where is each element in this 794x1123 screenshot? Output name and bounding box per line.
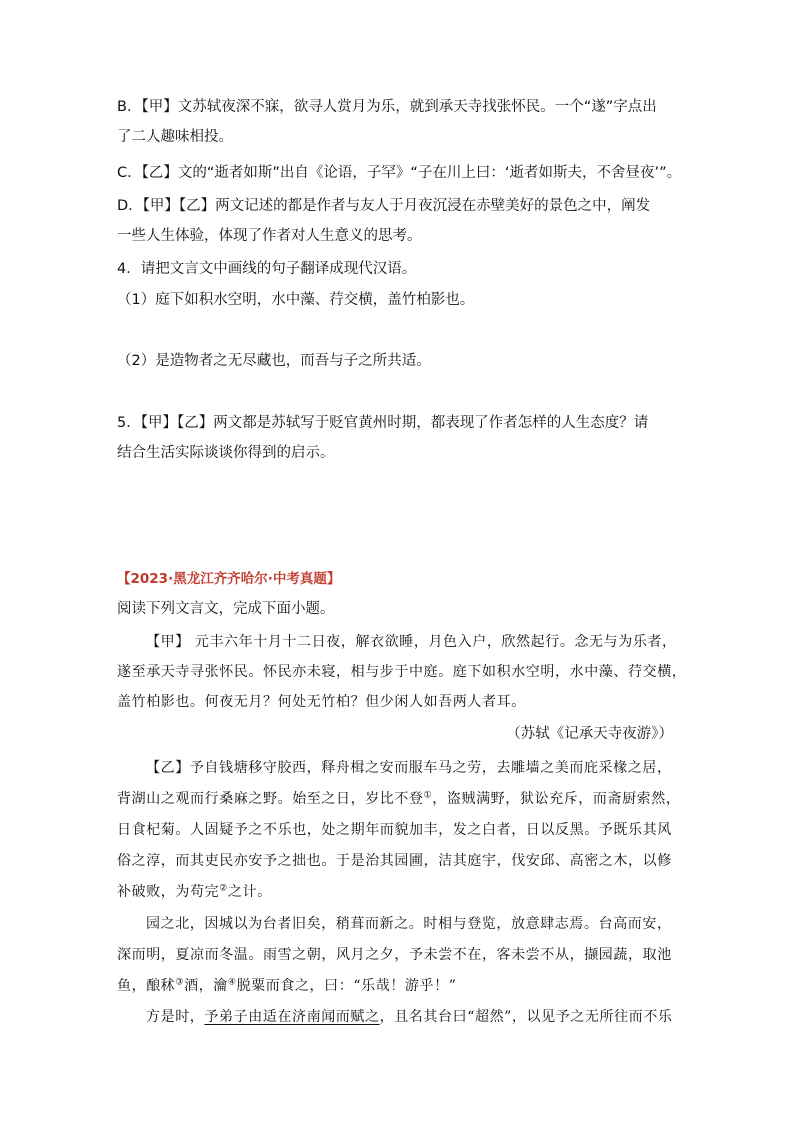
passage-yi-line-2-text: 背湖山之观而行桑麻之野。始至之日，岁比不登 [117,791,424,807]
passage-yi-line-8-text-a: 鱼，酿秫 [117,978,176,994]
question-4-item-2: （2）是造物者之无尽藏也，而吾与子之所共适。 [117,353,431,369]
question-5-line-1: 5．【甲】【乙】两文都是苏轼写于贬官黄州时期，都表现了作者怎样的人生态度？请 [117,415,649,431]
footnote-marker-2: ② [219,883,228,894]
passage-yi-line-5-text: 补破败，为苟完 [117,884,220,900]
passage-yi-line-9 [146,1007,673,1027]
passage-yi-line-3: 日食杞菊。人固疑予之不乐也，处之期年而貌加丰，发之白者，日以反黑。予既乐其风 [117,822,672,838]
passage-yi-line-6: 园之北，因城以为台者旧矣，稍葺而新之。时相与登览，放意肆志焉。台高而安， [146,916,672,932]
passage-yi-line-1: 【乙】予自钱塘移守胶西，释舟楫之安而服车马之劳，去雕墙之美而庇采椽之居， [146,760,672,776]
passage-yi-line-5-text-b: 之计。 [227,884,272,900]
passage-yi-line-8 [117,976,456,996]
option-b-line-1: B．【甲】文苏轼夜深不寐，欲寻人赏月为乐，就到承天寺找张怀民。一个“遂”字点出 [117,99,657,115]
passage-jia-line-1: 【甲】 元丰六年十月十二日夜，解衣欲睡，月色入户，欣然起行。念无与为乐者， [146,634,677,650]
option-d-line-1: D．【甲】【乙】两文记述的都是作者与友人于月夜沉浸在赤壁美好的景色之中，阐发 [117,198,651,214]
underlined-sentence: 予弟子由适在济南闻而赋之 [204,1009,380,1025]
question-4-item-1: （1）庭下如积水空明，水中藻、荇交横，盖竹柏影也。 [117,292,475,308]
question-5-line-2: 结合生活实际谈谈你得到的启示。 [117,445,335,461]
option-d-line-2: 一些人生体验，体现了作者对人生意义的思考。 [117,228,422,244]
footnote-marker-4: ④ [227,977,237,988]
question-4-prompt: 4．请把文言文中画线的句子翻译成现代汉语。 [117,261,417,277]
passage-yi-line-4: 俗之淳，而其吏民亦安予之拙也。于是治其园圃，洁其庭宇，伐安邱、高密之木，以修 [117,853,672,869]
passage-yi-line-9-text-a: 方是时， [146,1009,205,1025]
passage-yi-line-7: 深而明，夏凉而冬温。雨雪之朝，风月之夕，予未尝不在，客未尝不从，撷园蔬，取池 [117,947,672,963]
passage-yi-line-9-text-b: ，且名其台曰“超然”，以见予之无所往而不乐 [379,1009,673,1025]
option-b-line-2: 了二人趣味相投。 [117,129,233,145]
passage-yi-line-2 [117,789,680,809]
passage-yi-line-8-text-b: 酒，瀹 [184,978,228,994]
option-c-line-1: C．【乙】文的“逝者如斯”出自《论语，子罕》“子在川上曰：‘逝者如斯夫，不舍昼夜’”。 [117,165,682,181]
passage-yi-line-5 [117,882,272,902]
passage-jia-line-2: 遂至承天寺寻张怀民。怀民亦未寝，相与步于中庭。庭下如积水空明，水中藻、荇交横， [117,664,687,680]
passage-yi-line-8-text-c: 脱粟而食之，曰：“乐哉！游乎！” [236,978,457,994]
footnote-marker-3: ③ [175,977,185,988]
section-instruction: 阅读下列文言文，完成下面小题。 [117,601,335,617]
passage-jia-source: （苏轼《记承天寺夜游》） [506,726,673,742]
section-heading: 【2023·黑龙江齐齐哈尔·中考真题】 [117,571,341,587]
footnote-marker-1: ① [423,790,433,801]
passage-yi-line-2-text-b: ，盗贼满野，狱讼充斥，而斋厨索然， [432,791,681,807]
passage-jia-line-3: 盖竹柏影也。何夜无月？何处无竹柏？但少闲人如吾两人者耳。 [117,694,526,710]
